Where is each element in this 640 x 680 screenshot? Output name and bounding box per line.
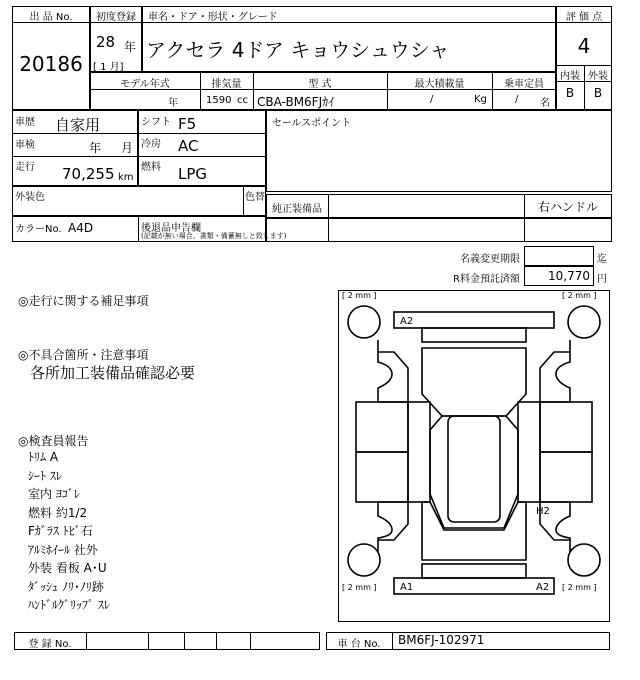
recycle-label: R料金預託済額 (453, 274, 520, 285)
hood (422, 348, 526, 416)
defects-title: ◎不具合箇所・注意事項 (18, 348, 149, 362)
wheel-top-left (348, 306, 380, 338)
displacement-unit: cc (237, 95, 248, 106)
capacity-unit: 名 (540, 98, 550, 109)
inspector-line: 室内 ﾖｺﾞﾚ (28, 487, 80, 501)
ext-color-block (12, 186, 266, 216)
type-label: 型 式 (308, 79, 332, 90)
first-reg-month: [ 1 月] (93, 62, 124, 73)
listing-no-label: 出 品 No. (29, 12, 73, 23)
bl-label: [ 2 mm ] (342, 583, 377, 592)
fuel-label: 燃料 (141, 162, 161, 173)
inspector-line: ﾀﾞｯｼｭ ﾉﾘ･ﾉﾘ跡 (28, 579, 104, 594)
rear-bumper (394, 578, 554, 594)
mark-a2-front: A2 (400, 316, 414, 327)
left-rear-door (356, 452, 408, 502)
max-load-label: 最大積載量 (414, 79, 465, 90)
front-bumper (394, 312, 554, 328)
recycle-unit: 円 (597, 274, 607, 285)
exterior-grade: B (593, 86, 603, 100)
fuel-value: LPG (178, 165, 208, 183)
right-pillar (518, 402, 540, 502)
model-year-unit: 年 (168, 98, 178, 109)
aftermarket-note: (記載が無い場合、書類・備蓄無しと致します) (141, 232, 287, 240)
inspector-line: ｱﾙﾐﾎｲｰﾙ 社外 (28, 542, 98, 557)
br-label: [ 2 mm ] (562, 583, 597, 592)
interior-grade: B (565, 86, 575, 100)
shift-label: シフト (141, 117, 171, 128)
color-no-value: A4D (68, 221, 94, 235)
recycle-amount: 10,770 (548, 269, 590, 283)
right-rear-door (540, 452, 592, 502)
inspector-line: ｼｰﾄ ｽﾚ (28, 468, 62, 483)
history-value: 自家用 (55, 116, 101, 134)
type-value: CBA-BM6FJｶｲ (257, 95, 335, 109)
mark-h2: H2 (536, 506, 550, 517)
grade-label: 評 価 点 (565, 12, 603, 23)
inspector-line: ﾄﾘﾑ A (28, 450, 59, 464)
mileage-value: 70,255 (62, 165, 115, 183)
tl-label: [ 2 mm ] (342, 291, 377, 300)
ext-color-label: 外装色 (15, 192, 45, 203)
wheel-top-right (568, 306, 600, 338)
car-name-label: 車名・ドア・形状・グレード (148, 12, 278, 23)
grade-value: 4 (577, 34, 591, 58)
front-grille (422, 328, 526, 342)
mileage-label: 走行 (15, 162, 35, 173)
selling-points-label: セールスポイント (272, 118, 352, 129)
listing-no: 20186 (19, 52, 83, 76)
mark-a2-rear: A2 (536, 582, 550, 593)
mark-a1: A1 (400, 582, 414, 593)
roof-outline (430, 416, 518, 528)
inspection-year-unit: 年 (89, 141, 102, 155)
chassis-label: 車 台 No. (337, 639, 381, 650)
name-change-box (524, 246, 594, 266)
defects-text: 各所加工装備品確認必要 (30, 364, 196, 382)
equip-row-2 (266, 218, 612, 242)
displacement-label: 排気量 (211, 79, 242, 90)
car-name: アクセラ 4ドア キョウシュウシャ (146, 38, 450, 62)
interior-label: 内装 (560, 71, 580, 82)
inspector-report (28, 448, 110, 615)
mileage-unit: km (118, 172, 134, 183)
inspector-line: ﾊﾝﾄﾞﾙｸﾞﾘｯﾌﾟ ｽﾚ (28, 598, 110, 612)
tr-label: [ 2 mm ] (562, 291, 597, 300)
shift-value: F5 (178, 115, 197, 133)
color-change-label: 色替 (245, 192, 265, 203)
rear-garnish (422, 564, 526, 578)
factory-equip-label: 純正装備品 (272, 204, 322, 215)
ac-label: 冷房 (141, 139, 161, 150)
inspection-label: 車検 (15, 140, 35, 151)
inspection-month-unit: 月 (121, 141, 134, 155)
inspector-line: 外装 看板 A･U (28, 561, 107, 575)
inspector-line: Fｶﾞﾗｽ ﾄﾋﾞ石 (28, 524, 93, 538)
reg-no-label: 登 録 No. (28, 639, 72, 650)
capacity-label: 乗車定員 (504, 79, 544, 90)
exterior-label: 外装 (588, 71, 608, 82)
car-diagram (338, 290, 610, 622)
roof (448, 416, 500, 522)
left-pillar (408, 402, 430, 502)
history-label: 車歴 (15, 117, 35, 128)
left-rear-fender (378, 502, 408, 540)
left-front-fender (378, 352, 408, 402)
right-front-fender (540, 352, 570, 402)
inspector-line: 燃料 約1/2 (28, 505, 88, 520)
color-no-label: カラーNo. (15, 224, 62, 235)
left-front-door (356, 402, 408, 452)
max-load-unit: Kg (474, 94, 487, 105)
steering-value: 右ハンドル (537, 200, 598, 214)
aftermarket-label: 後退品申告欄 (141, 223, 201, 234)
wheel-bottom-right (568, 544, 600, 576)
model-year-label: モデル年式 (120, 79, 170, 90)
year-unit: 年 (124, 40, 137, 54)
wheel-bottom-left (348, 544, 380, 576)
max-load-sep: / (430, 94, 434, 105)
displacement-value: 1590 (206, 95, 232, 106)
capacity-sep: / (515, 94, 519, 105)
name-change-label: 名義変更期限 (460, 254, 520, 265)
supplement-title: ◎走行に関する補足事項 (18, 294, 149, 308)
inspector-title: ◎検査員報告 (18, 434, 89, 448)
right-front-door (540, 402, 592, 452)
chassis-no: BM6FJ-102971 (398, 633, 485, 647)
first-reg-year: 28 (96, 33, 116, 51)
name-change-unit: 迄 (597, 254, 607, 265)
ac-value: AC (178, 137, 199, 155)
first-reg-label: 初度登録 (96, 12, 136, 23)
